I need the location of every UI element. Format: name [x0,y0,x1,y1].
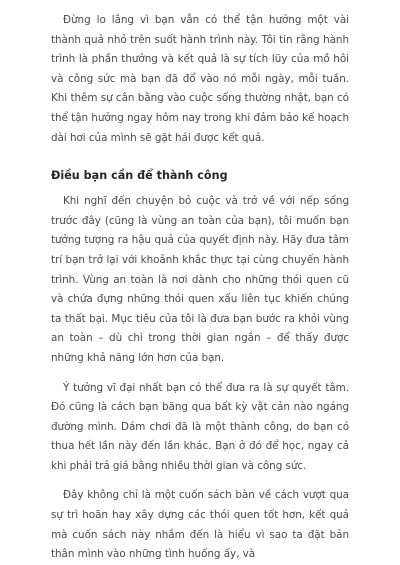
body-paragraph-determination: Ý tưởng vĩ đại nhất bạn có thể đưa ra là sự quyết tâm. Đó cũng là cách bạn băng qua bất kỳ vật cản nào ngáng đường mình. Dám chơi đã là một thành công, do bạn có thua hết lần này đến lần khác. Bạn ở đó để học, ngay cả khi phải trả giá bằng nhiều thời gian và công sức. [51,381,349,472]
intro-paragraph: Đừng lo lắng vì bạn vẫn có thể tận hưởng một vài thành quả nhỏ trên suốt hành trình này. Tôi tin rằng hành trình là phần thưởng và kết quả là sự tích lũy của mồ hôi và công sức mà bạn đã đổ vào nó mỗi ngày, mỗi tuần. Khi thêm sự cân bằng vào cuộc sống thường nhật, bạn có thể tận hưởng ngay hôm nay trong khi đảm bảo kế hoạch dài hơi của mình sẽ gặt hái được kết quả. [51,14,349,144]
section-heading: Điều bạn cần để thành công [51,169,228,183]
body-paragraph-book-purpose: Đây không chỉ là một cuốn sách bàn về cách vượt qua sự trì hoãn hay xây dựng các thói quen tốt hơn, kết quả mà cuốn sách này nhắm đến là hiểu vì sao ta đặt bản thân mình vào những tình huống ấy, và [51,489,349,561]
body-paragraph-comfort-zone: Khi nghĩ đến chuyện bỏ cuộc và trở về với nếp sống trước đây (cũng là vùng an toàn của bạn), tôi muốn bạn tưởng tượng ra hậu quả của quyết định này. Hãy đưa tâm trí bạn trở lại với khoảnh khắc thực tại cùng chuyến hành trình. Vùng an toàn là nơi dành cho những thói quen cũ và chứa đựng những thói quen xấu liên tục khiến chúng ta thất bại. Mục tiêu của tôi là đưa bạn bước ra khỏi vùng an toàn – dù chỉ trong thời gian ngắn – để thấy được những khả năng lớn hơn của bạn. [51,195,349,364]
